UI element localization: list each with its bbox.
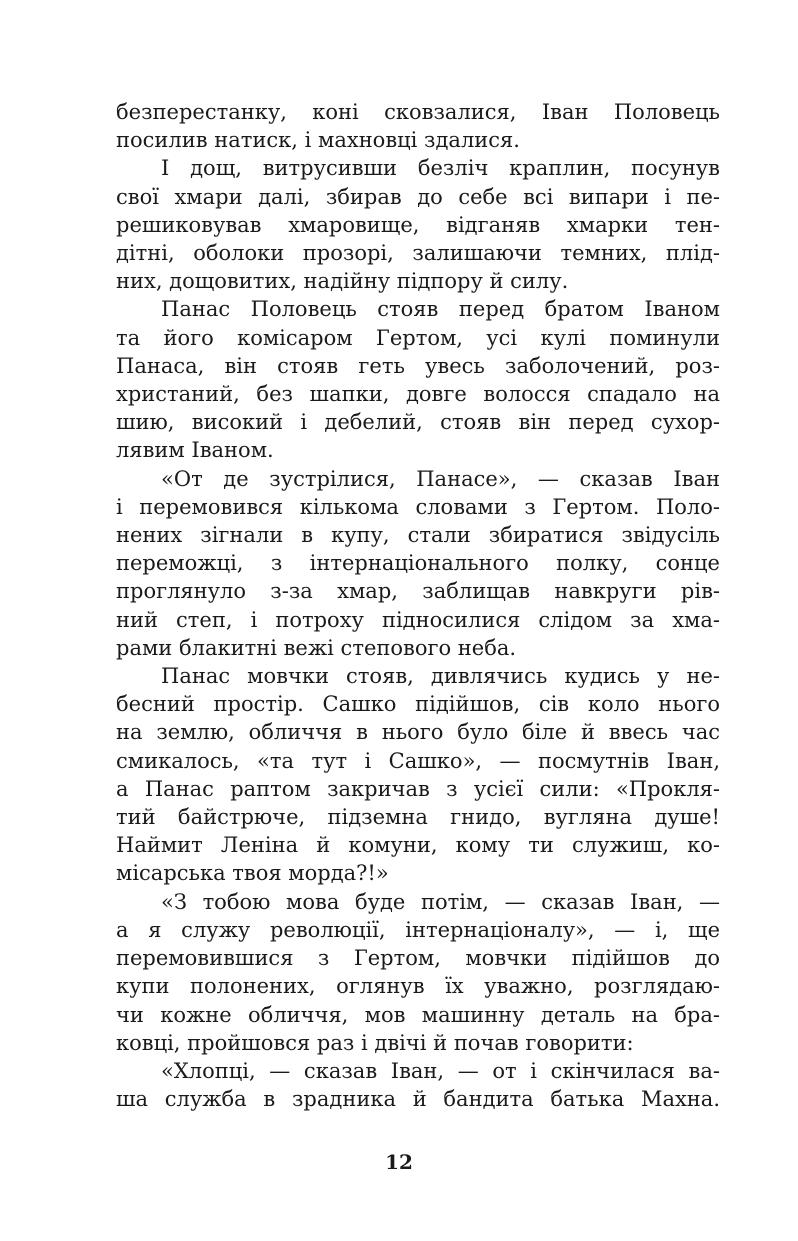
text-line: чи кожне обличчя, мов машинну деталь на бра- xyxy=(116,1002,720,1027)
paragraph xyxy=(116,295,720,464)
page-body xyxy=(116,98,720,1113)
page-number: 12 xyxy=(385,1150,413,1174)
text-line: посилив натиск, і махновці здалися. xyxy=(116,128,520,153)
text-line: нених зігнали в купу, стали збиратися звідусіль xyxy=(116,523,720,548)
paragraph xyxy=(116,662,720,888)
text-line: переможці, з інтернаціонального полку, сонце xyxy=(116,551,720,576)
text-line: на землю, обличчя в нього було біле й ввесь час xyxy=(116,720,720,745)
text-line: «З тобою мова буде потім, — сказав Іван, — xyxy=(161,889,720,914)
paragraph xyxy=(116,465,720,662)
text-line: а Панас раптом закричав з усієї сили: «Прокля- xyxy=(116,776,720,801)
text-line: І дощ, витрусивши безліч краплин, посунув xyxy=(161,156,720,181)
paragraph xyxy=(116,98,720,154)
paragraph xyxy=(116,1057,720,1113)
text-line: Панаса, він стояв геть увесь заболочений, роз- xyxy=(116,353,720,378)
text-line: бесний простір. Сашко підійшов, сів коло нього xyxy=(116,692,720,717)
text-line: безперестанку, коні сковзалися, Іван Половець xyxy=(116,100,720,124)
text-line: купи полонених, оглянув їх уважно, розглядаю- xyxy=(116,974,720,999)
text-line: проглянуло з-за хмар, заблищав навкруги рів- xyxy=(116,579,720,604)
paragraph xyxy=(116,154,720,295)
text-line: ковці, пройшовся раз і двічі й почав говорити: xyxy=(116,1030,634,1055)
text-line: Панас мовчки стояв, дивлячись кудись у не- xyxy=(161,664,720,689)
text-line: Наймит Леніна й комуни, кому ти служиш, ко- xyxy=(116,833,720,858)
paragraph xyxy=(116,888,720,1057)
text-line: них, дощовитих, надійну підпору й силу. xyxy=(116,269,569,294)
text-line: лявим Іваном. xyxy=(116,438,274,463)
text-line: перемовившися з Гертом, мовчки підійшов до xyxy=(116,946,720,971)
text-line: шию, високий і дебелий, стояв він перед сухор- xyxy=(116,410,720,435)
text-line: «От де зустрілися, Панасе», — сказав Іван xyxy=(161,466,720,491)
text-line: решиковував хмаровище, відганяв хмарки тен- xyxy=(116,212,720,237)
text-line: тий байстрюче, підземна гнидо, вугляна душе! xyxy=(116,805,720,830)
text-line: «Хлопці, — сказав Іван, — от і скінчилася ва- xyxy=(161,1058,720,1083)
text-line: і перемовився кількома словами з Гертом. Поло- xyxy=(116,494,720,519)
text-line: Панас Половець стояв перед братом Іваном xyxy=(161,297,720,322)
text-line: свої хмари далі, збирав до себе всі випари і пе- xyxy=(116,184,720,209)
text-line: а я служу революції, інтернаціоналу», — і, ще xyxy=(116,917,720,942)
text-line: місарська твоя морда?!» xyxy=(116,861,389,886)
text-line: смикалось, «та тут і Сашко», — посмутнів Іван, xyxy=(116,748,720,773)
text-line: дітні, оболоки прозорі, залишаючи темних, плід- xyxy=(116,241,720,266)
text-line: та його комісаром Гертом, усі кулі поминули xyxy=(116,325,720,350)
text-line: ша служба в зрадника й бандита батька Махна. xyxy=(116,1087,720,1112)
text-line: ний степ, і потроху підносилися слідом за хма- xyxy=(116,607,720,632)
text-line: рами блакитні вежі степового неба. xyxy=(116,635,517,660)
text-line: христаний, без шапки, довге волосся спадало на xyxy=(116,382,720,407)
